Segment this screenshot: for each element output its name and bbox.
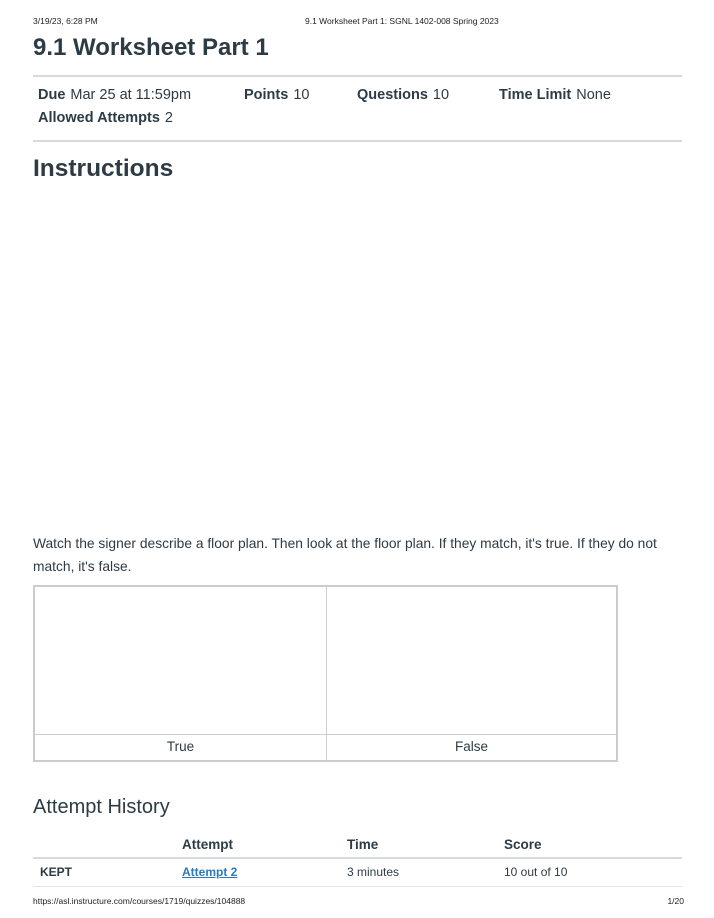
column-header-score: Score [504, 837, 542, 852]
print-page-number: 1/20 [667, 896, 684, 906]
due-detail [38, 87, 191, 103]
attempt-link[interactable]: Attempt 2 [182, 865, 238, 879]
option-false[interactable]: False [454, 739, 488, 754]
due-label: Due [38, 87, 66, 103]
divider [33, 75, 682, 77]
divider [33, 140, 682, 142]
questions-detail [357, 87, 449, 103]
page-title: 9.1 Worksheet Part 1 [33, 34, 269, 61]
option-true[interactable]: True [166, 739, 195, 754]
instructions-heading: Instructions [33, 155, 174, 182]
divider [33, 857, 682, 859]
allowed-attempts-value: 2 [164, 110, 173, 126]
points-label: Points [244, 87, 289, 103]
instructions-text: Watch the signer describe a floor plan. Then look at the floor plan. If they match, it's true. If they do not match, it's false. [33, 536, 657, 574]
attempt-status: KEPT [40, 865, 73, 879]
allowed-attempts-label: Allowed Attempts [38, 110, 160, 126]
print-url: https://asl.instructure.com/courses/1719/quizzes/104888 [33, 896, 246, 906]
divider [33, 886, 682, 887]
attempt-score: 10 out of 10 [504, 865, 568, 879]
attempt-history-heading: Attempt History [33, 796, 170, 818]
attempt-time: 3 minutes [347, 865, 400, 879]
questions-label: Questions [357, 87, 428, 103]
questions-value: 10 [432, 87, 450, 103]
time-limit-value: None [576, 87, 611, 103]
points-value: 10 [293, 87, 310, 103]
allowed-attempts-detail [38, 110, 173, 126]
time-limit-label: Time Limit [499, 87, 572, 103]
time-limit-detail [499, 87, 611, 103]
print-doc-title: 9.1 Worksheet Part 1: SGNL 1402-008 Spring 2023 [305, 16, 499, 26]
table-divider [35, 734, 616, 735]
due-value: Mar 25 at 11:59pm [70, 87, 192, 103]
points-detail [244, 87, 309, 103]
print-datetime: 3/19/23, 6:28 PM [33, 16, 98, 26]
column-header-attempt: Attempt [182, 837, 233, 852]
column-header-time: Time [347, 837, 379, 852]
